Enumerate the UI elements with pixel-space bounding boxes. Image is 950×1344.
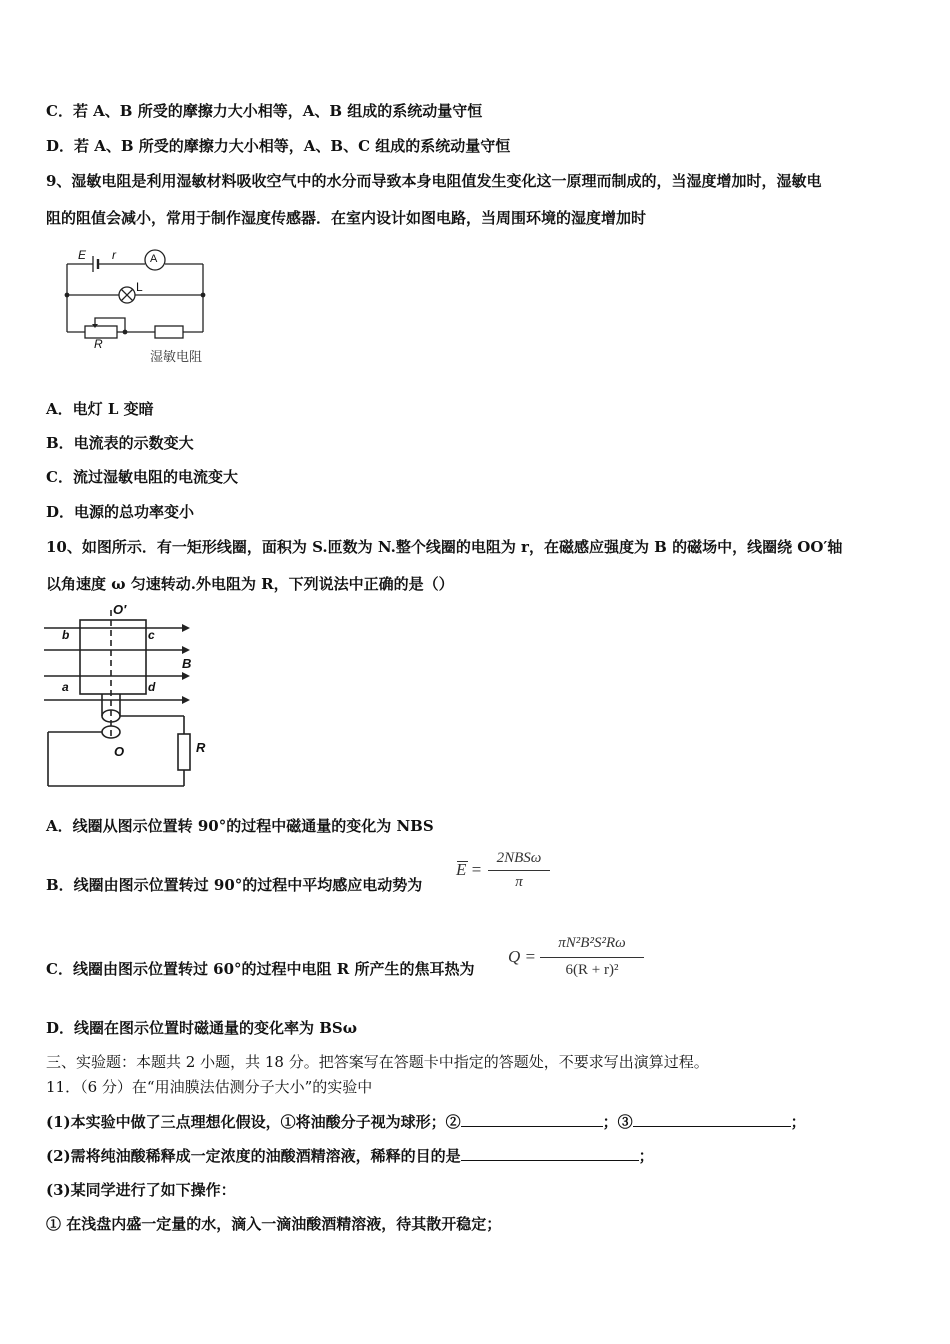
q10-option-a: A．线圈从图示位置转 90°的过程中磁通量的变化为 NBS	[46, 817, 434, 835]
q11-step1: ① 在浅盘内盛一定量的水，滴入一滴油酸酒精溶液，待其散开稳定；	[46, 1215, 502, 1233]
q10-corner-label-b: b	[62, 628, 70, 642]
q11-part2-end: ；	[638, 1147, 654, 1165]
q9-stem-line1: 9、湿敏电阻是利用湿敏材料吸收空气中的水分而导致本身电阻值发生变化这一原理而制成的，当湿度增加时，湿敏电	[46, 172, 822, 190]
q10-option-b-overline	[457, 861, 468, 862]
q10-option-d: D．线圈在图示位置时磁通量的变化率为 BSω	[46, 1019, 358, 1037]
q10-corner-label-d: d	[148, 680, 156, 694]
q11-part2	[46, 1145, 654, 1166]
q9-diagram-label-r-small: r	[112, 248, 116, 262]
q9-rheostat-label: R	[94, 337, 103, 351]
q10-option-c-lhs: Q =	[508, 947, 536, 966]
q10-coil-diagram	[44, 600, 214, 792]
q9-option-c: C．流过湿敏电阻的电流变大	[46, 468, 238, 486]
q10-option-b-numerator: 2NBSω	[496, 850, 542, 866]
q11-part1-prefix: (1)本实验中做了三点理想化假设，①将油酸分子视为球形；②	[46, 1113, 461, 1131]
q10-resistor-label: R	[196, 740, 206, 755]
q10-axis-label-top: O′	[113, 602, 127, 617]
q9-option-d: D．电源的总功率变小	[46, 503, 195, 521]
q11-part1-end: ；	[790, 1113, 806, 1131]
q10-corner-label-a: a	[62, 680, 69, 694]
q9-option-b: B．电流表的示数变大	[46, 434, 194, 452]
q11-title: 11．（6 分）在“用油膜法估测分子大小”的实验中	[46, 1078, 373, 1096]
q10-option-c: C．线圈由图示位置转过 60°的过程中电阻 R 所产生的焦耳热为	[46, 960, 475, 978]
q10-option-b-denominator: π	[515, 874, 523, 890]
q11-answer-blank-3[interactable]	[633, 1111, 791, 1127]
q10-option-b-lhs: E =	[456, 860, 483, 879]
q9-diagram-label-e: E	[78, 248, 87, 262]
q11-part3: (3)某同学进行了如下操作：	[46, 1181, 236, 1199]
q10-option-c-fraction-bar	[540, 957, 644, 958]
q11-answer-blank-2[interactable]	[461, 1111, 603, 1127]
q10-option-c-numerator: πN²B²S²Rω	[558, 935, 626, 951]
q10-option-c-denominator: 6(R + r)²	[565, 962, 619, 978]
q10-corner-label-c: c	[148, 628, 155, 642]
q11-answer-blank-dilution[interactable]	[461, 1145, 639, 1161]
q10-option-b-fraction-bar	[488, 870, 550, 871]
q9-option-a: A．电灯 L 变暗	[46, 400, 154, 418]
q8-option-c: C．若 A、B 所受的摩擦力大小相等，A、B 组成的系统动量守恒	[46, 102, 483, 120]
q9-ammeter-label: A	[150, 253, 158, 265]
q9-sensor-label: 湿敏电阻	[150, 349, 203, 364]
q8-option-d: D．若 A、B 所受的摩擦力大小相等，A、B、C 组成的系统动量守恒	[46, 137, 511, 155]
q10-stem-line1: 10、如图所示．有一矩形线圈，面积为 S.匝数为 N.整个线圈的电阻为 r，在磁感应强度为 B 的磁场中，线圈绕 OO′轴	[46, 538, 843, 556]
q9-stem-line2: 阻的阻值会减小，常用于制作湿度传感器．在室内设计如图电路，当周围环境的湿度增加时	[46, 209, 647, 227]
q10-option-b: B．线圈由图示位置转过 90°的过程中平均感应电动势为	[46, 876, 423, 894]
q10-field-label-b: B	[182, 656, 192, 671]
q10-stem-line2: 以角速度 ω 匀速转动.外电阻为 R，下列说法中正确的是（）	[46, 575, 454, 593]
q11-part1-mid: ；③	[602, 1113, 633, 1131]
q9-lamp-label: L	[136, 280, 143, 294]
section3-heading: 三、实验题：本题共 2 小题，共 18 分。把答案写在答题卡中指定的答题处，不要求写出演算过程。	[46, 1053, 709, 1071]
q11-part2-prefix: (2)需将纯油酸稀释成一定浓度的油酸酒精溶液，稀释的目的是	[46, 1147, 461, 1165]
q10-axis-label-bottom: O	[114, 744, 125, 759]
q11-part1	[46, 1111, 806, 1132]
